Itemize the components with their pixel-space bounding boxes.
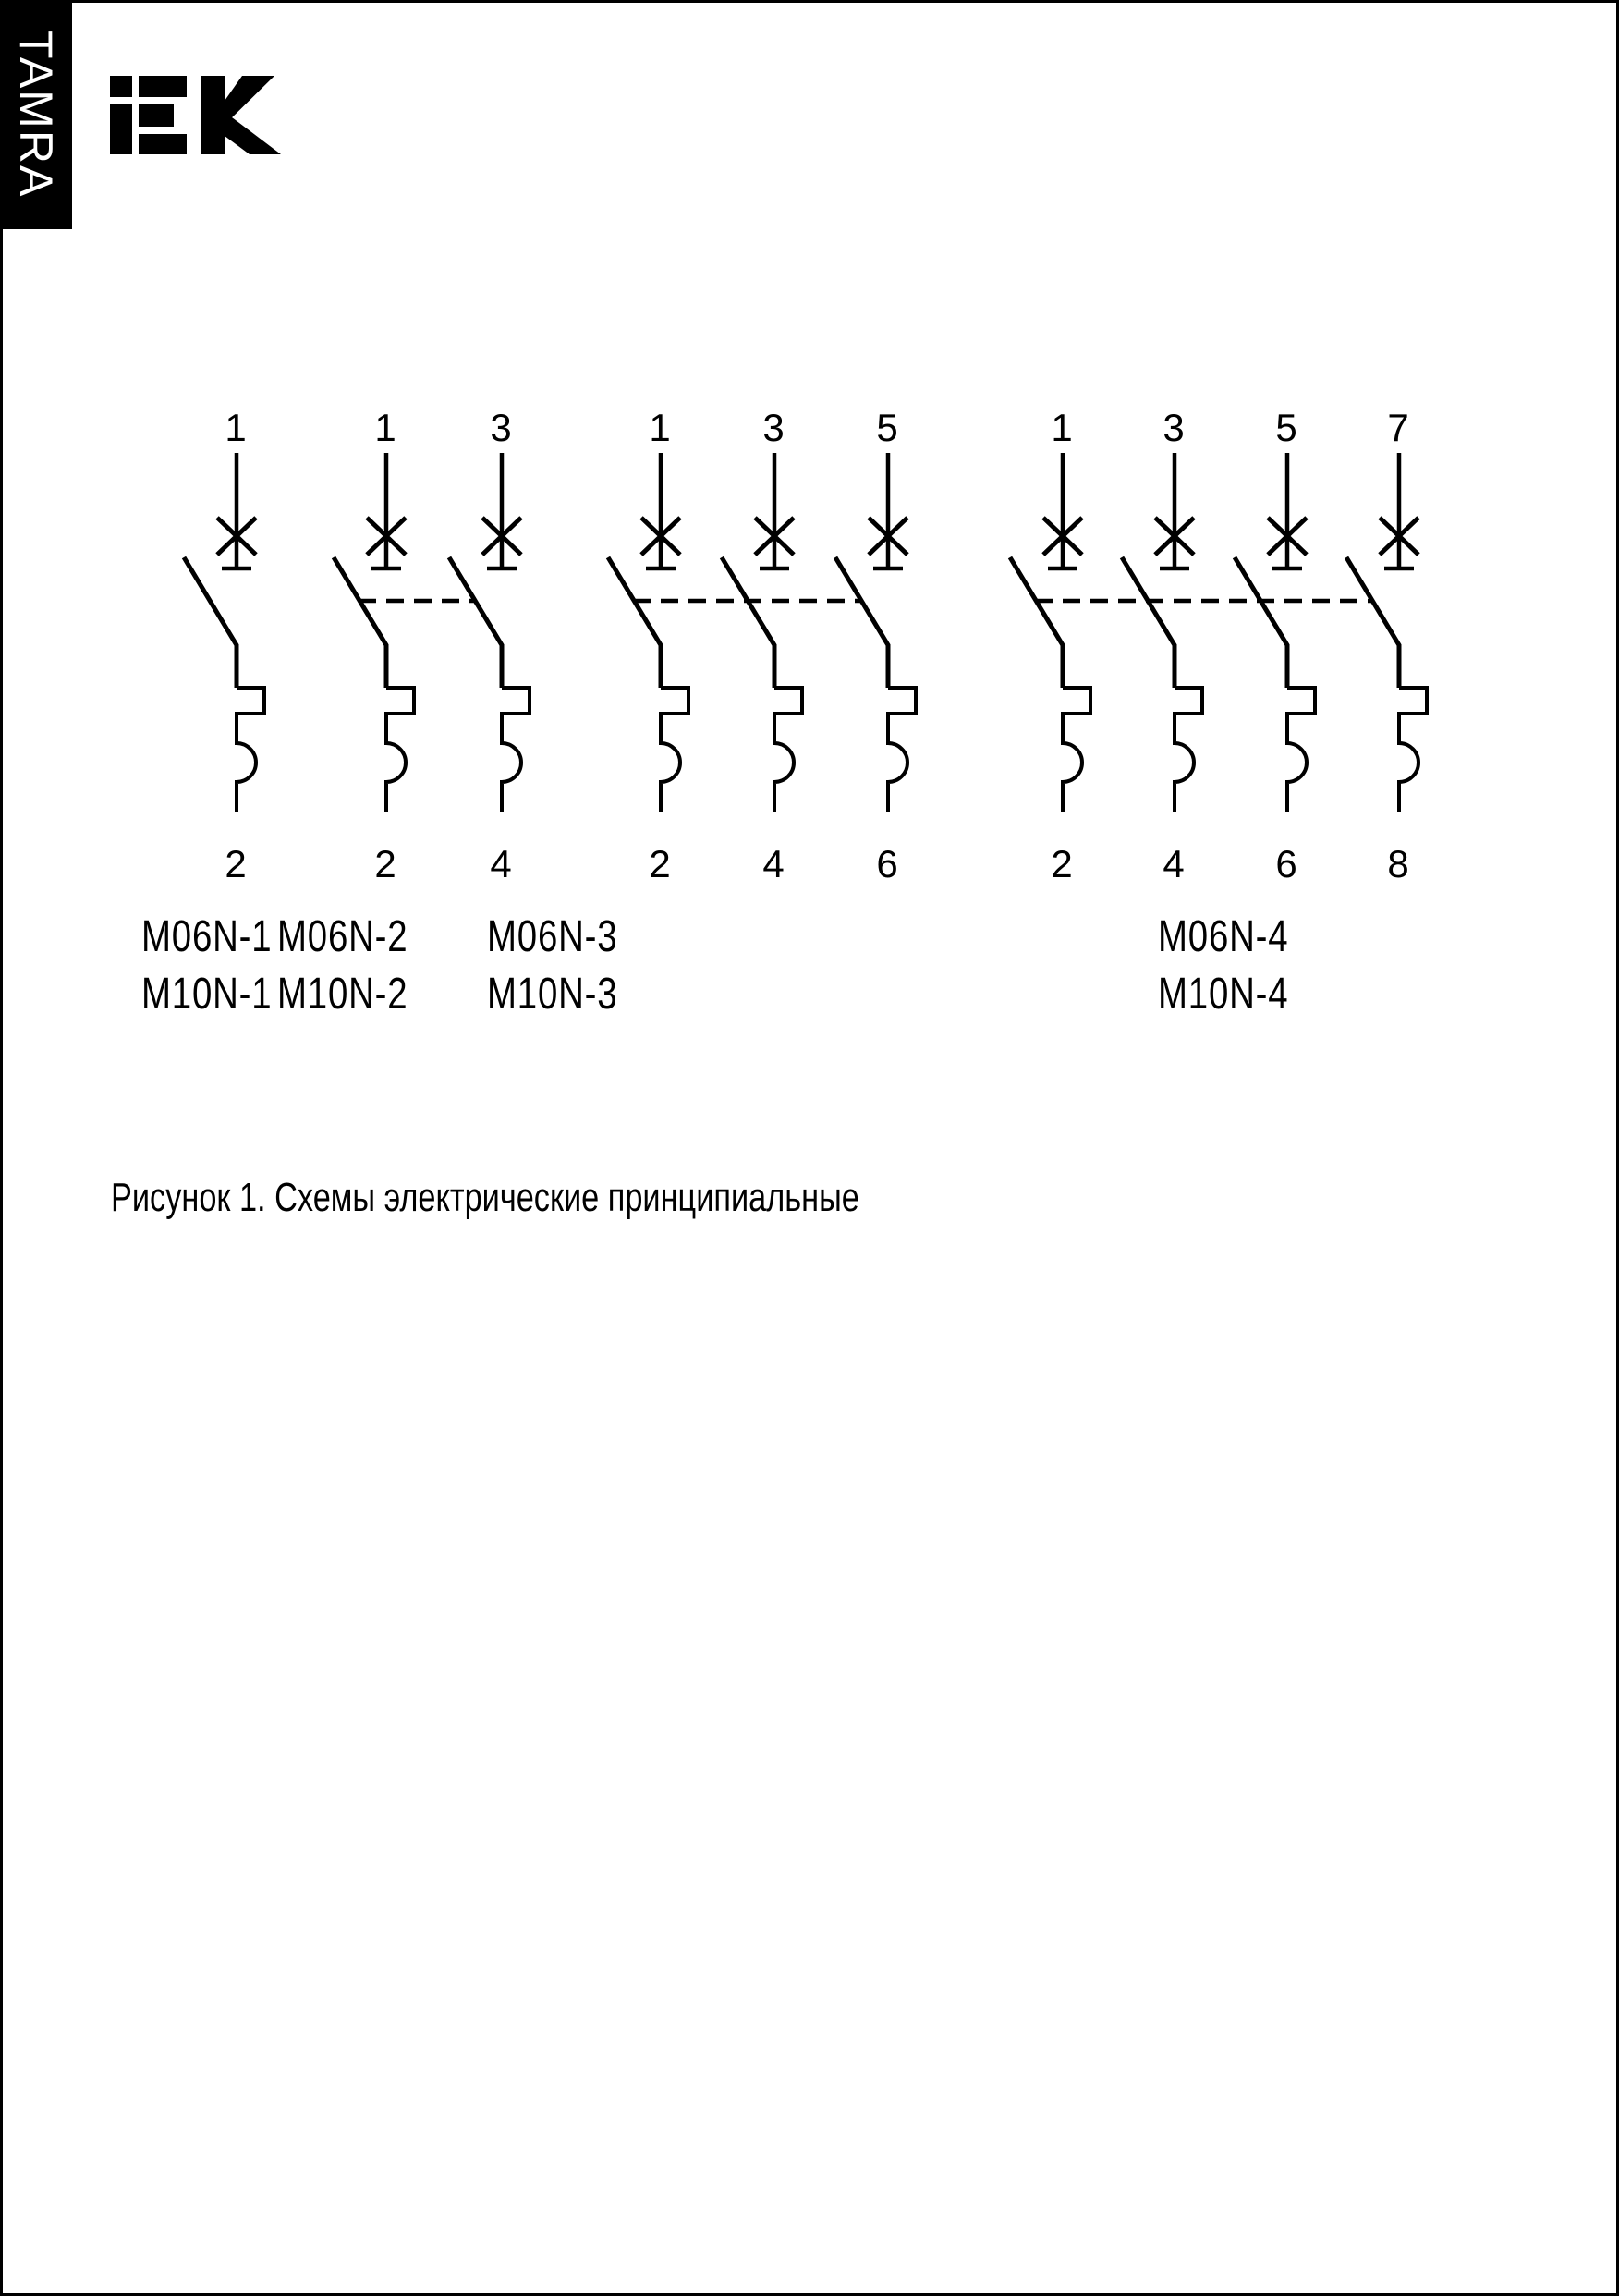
- model-label-M10N-2: M10N-2: [277, 970, 408, 1019]
- terminal-number-top: 1: [1051, 406, 1073, 449]
- switch-blade: [835, 557, 888, 688]
- breaker-unit-2p: [334, 406, 530, 885]
- fixed-contact-lead: [646, 453, 676, 568]
- fixed-contact-lead: [1160, 453, 1189, 568]
- terminal-number-bottom: 4: [762, 842, 785, 885]
- terminal-number-top: 3: [762, 406, 785, 449]
- terminal-number-top: 3: [490, 406, 512, 449]
- fixed-contact-lead: [873, 453, 903, 568]
- terminal-number-bottom: 2: [1051, 842, 1073, 885]
- thermal-magnetic-release: [237, 688, 264, 812]
- circuit-schematics: [0, 0, 1619, 934]
- model-label-M06N-2: M06N-2: [277, 912, 408, 961]
- fixed-contact-lead: [1384, 453, 1414, 568]
- terminal-number-bottom: 4: [490, 842, 512, 885]
- switch-blade: [449, 557, 502, 688]
- terminal-number-bottom: 2: [225, 842, 247, 885]
- model-label-M06N-1: M06N-1: [141, 912, 273, 961]
- switch-blade: [1346, 557, 1399, 688]
- fixed-contact-lead: [487, 453, 517, 568]
- terminal-number-top: 3: [1163, 406, 1185, 449]
- switch-blade: [608, 557, 661, 688]
- figure-caption-text: Рисунок 1. Схемы электрические принципиальные: [111, 1175, 859, 1220]
- model-label-M06N-3: M06N-3: [487, 912, 618, 961]
- terminal-number-bottom: 6: [876, 842, 898, 885]
- model-label-M10N-1: M10N-1: [141, 970, 273, 1019]
- thermal-magnetic-release: [888, 688, 916, 812]
- fixed-contact-lead: [1272, 453, 1302, 568]
- terminal-number-top: 5: [876, 406, 898, 449]
- terminal-number-top: 7: [1387, 406, 1409, 449]
- figure-caption: [111, 1175, 1070, 1220]
- terminal-number-bottom: 8: [1387, 842, 1409, 885]
- thermal-magnetic-release: [661, 688, 688, 812]
- fixed-contact-lead: [222, 453, 251, 568]
- brand-sidebar-text: TAMRA: [10, 31, 62, 199]
- thermal-magnetic-release: [386, 688, 414, 812]
- thermal-magnetic-release: [1399, 688, 1427, 812]
- thermal-magnetic-release: [774, 688, 802, 812]
- breaker-unit-4p: [1010, 406, 1427, 885]
- thermal-magnetic-release: [1175, 688, 1202, 812]
- switch-blade: [334, 557, 386, 688]
- fixed-contact-lead: [1048, 453, 1077, 568]
- terminal-number-bottom: 2: [649, 842, 671, 885]
- terminal-number-bottom: 2: [374, 842, 396, 885]
- switch-blade: [1122, 557, 1175, 688]
- terminal-number-top: 5: [1275, 406, 1297, 449]
- terminal-number-top: 1: [374, 406, 396, 449]
- thermal-magnetic-release: [1063, 688, 1090, 812]
- fixed-contact-lead: [760, 453, 789, 568]
- switch-blade: [722, 557, 774, 688]
- breaker-unit-3p: [608, 406, 916, 885]
- model-label-M10N-4: M10N-4: [1158, 970, 1289, 1019]
- terminal-number-top: 1: [225, 406, 247, 449]
- fixed-contact-lead: [371, 453, 401, 568]
- thermal-magnetic-release: [1287, 688, 1315, 812]
- model-label-M06N-4: M06N-4: [1158, 912, 1289, 961]
- thermal-magnetic-release: [502, 688, 530, 812]
- switch-blade: [1010, 557, 1063, 688]
- switch-blade: [1235, 557, 1287, 688]
- terminal-number-bottom: 6: [1275, 842, 1297, 885]
- switch-blade: [184, 557, 237, 688]
- breaker-unit-1p: [184, 406, 264, 885]
- terminal-number-bottom: 4: [1163, 842, 1185, 885]
- model-label-M10N-3: M10N-3: [487, 970, 618, 1019]
- terminal-number-top: 1: [649, 406, 671, 449]
